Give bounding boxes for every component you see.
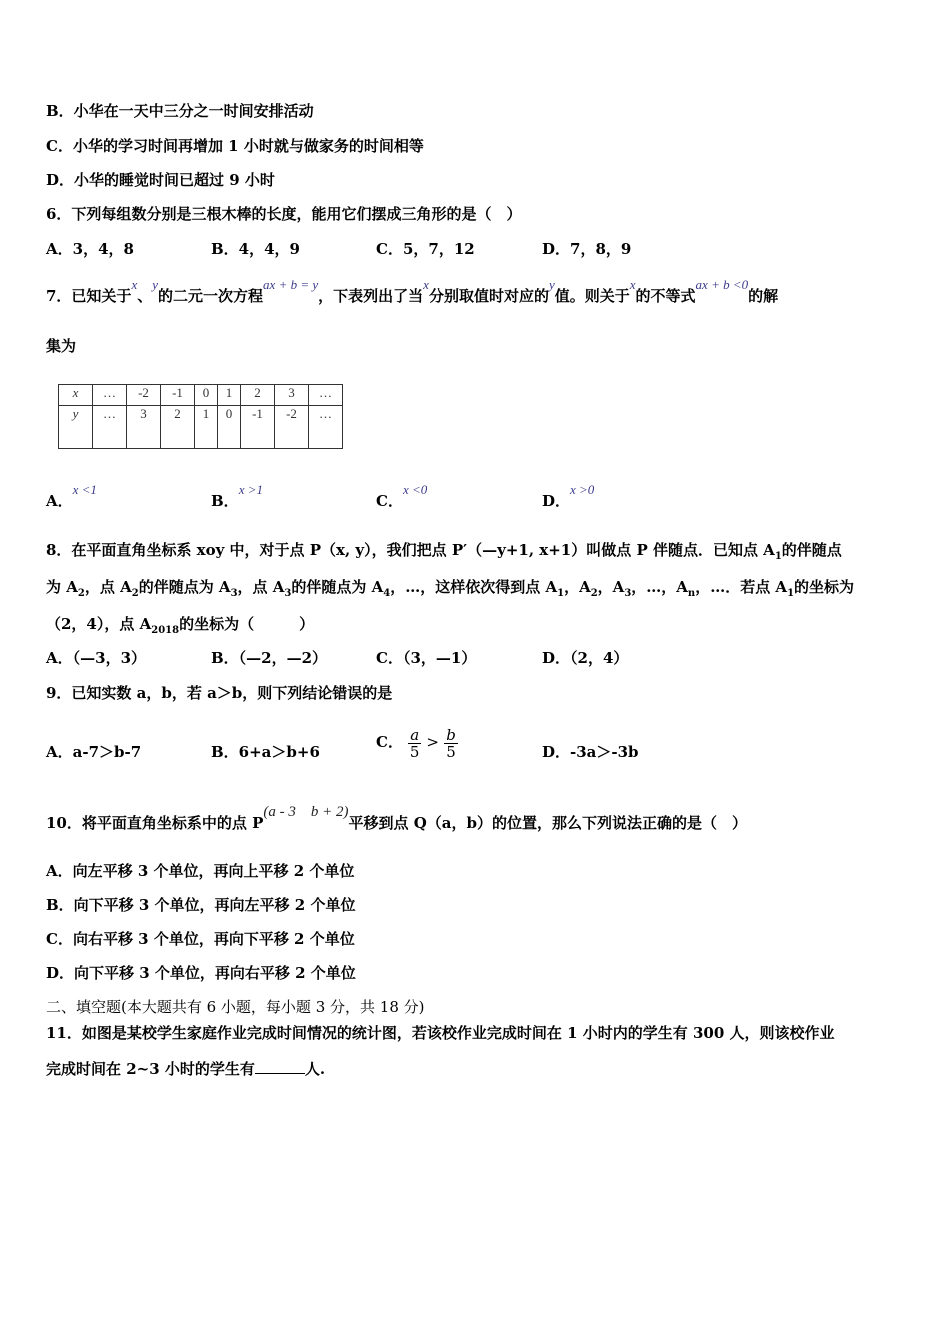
q9-option-c [376,720,458,764]
table-cell: … [309,406,343,449]
subscript: 2 [131,588,139,599]
q8-text: 的坐标为 [794,578,855,596]
table-cell: … [93,406,127,449]
q7-text-4: ，下表列出了当 [318,287,424,305]
answer-blank[interactable] [255,1059,305,1074]
fraction [444,727,458,760]
table-row-x [59,385,343,406]
option-label: C． [376,492,403,510]
q11-text: 人. [304,1060,326,1078]
q8-option-d: D．（2，4） [542,649,629,667]
q7-option-c-math: x <0 [402,482,428,497]
subscript: 3 [624,588,632,599]
table-cell: 3 [275,385,309,406]
q7-math-equation: ax + b = y [263,277,319,292]
q8-text: ，点 A [84,578,132,596]
q8-text: 8．在平面直角坐标系 xoy 中，对于点 P（x, y），我们把点 P′（—y+1, x+1）叫做点 P 伴随点．已知点 A [46,541,775,559]
table-cell: y [59,406,93,449]
q7-option-a-math: x <1 [72,482,97,497]
table-cell: 1 [218,385,241,406]
q7-stem [46,277,779,307]
q7-text-2: 、 [137,287,153,305]
q10-option-d: D．向下平移 3 个单位，再向右平移 2 个单位 [46,964,356,982]
subscript: 1 [774,551,782,562]
table-cell: -1 [161,385,195,406]
q7-option-d-math: x >0 [570,482,595,497]
relation-symbol: > [426,733,439,751]
subscript: 3 [230,588,238,599]
q10-option-a: A．向左平移 3 个单位，再向上平移 2 个单位 [46,862,355,880]
q7-option-b-math: x >1 [238,482,263,497]
option-label: B． [211,492,239,510]
q7-option-b [211,482,263,512]
q8-option-c: C．（3，—1） [376,649,477,667]
q8-option-a: A．（—3，3） [46,649,147,667]
table-cell: … [309,385,343,406]
q7-math-y: y [152,277,159,292]
numerator: b [446,725,456,744]
q6-option-d: D．7，8，9 [542,240,632,258]
q10-math-point: (a - 3 b + 2) [263,804,349,820]
q9-option-b: B．6+a＞b+6 [211,743,320,761]
q8-text: 为 A [46,578,78,596]
q11-stem-line-2 [46,1059,325,1079]
q8-text: ，点 A [237,578,285,596]
q7-math-y2: y [548,277,555,292]
q9-option-d: D．-3a＞-3b [542,743,639,761]
section-heading: 二、填空题(本大题共有 6 小题，每小题 3 分，共 18 分) [46,998,425,1016]
q7-text-5: 分别取值时对应的 [428,287,549,305]
q7-math-x3: x [629,277,636,292]
subscript: n [687,588,696,599]
subscript: 4 [383,588,391,599]
table-cell: 0 [195,385,218,406]
subscript: 3 [284,588,292,599]
subscript: 1 [787,588,795,599]
q10-option-c: C．向右平移 3 个单位，再向下平移 2 个单位 [46,930,355,948]
q7-option-d [542,482,595,512]
q8-text: 的伴随点 [781,541,842,559]
table-cell: -2 [127,385,161,406]
table-cell: x [59,385,93,406]
table-cell: 0 [218,406,241,449]
table-cell: … [93,385,127,406]
q8-text: 的伴随点为 A [138,578,231,596]
q8-text: ，A [564,578,591,596]
q7-stem-cont: 集为 [46,337,77,355]
subscript: 2018 [151,625,180,636]
table-cell: 2 [241,385,275,406]
q7-math-inequality: ax + b <0 [695,277,749,292]
q6-option-a: A．3，4，8 [46,240,134,258]
q8-text: 的坐标为（ ） [179,615,315,633]
q8-text: （2，4），点 A [46,615,152,633]
q10-stem [46,804,747,834]
subscript: 1 [557,588,565,599]
q5-option-b: B．小华在一天中三分之一时间安排活动 [46,102,314,120]
q5-option-d: D．小华的睡觉时间已超过 9 小时 [46,171,275,189]
q7-math-x2: x [423,277,429,292]
q10-text: 平移到点 Q（a，b）的位置，那么下列说法正确的是（ ） [348,814,747,832]
subscript: 2 [77,588,85,599]
q7-math-x: x [131,277,138,292]
q7-option-a [46,482,97,512]
q6-stem: 6．下列每组数分别是三根木棒的长度，能用它们摆成三角形的是（ ） [46,205,522,223]
q8-text: 的伴随点为 A [291,578,384,596]
q8-text: ，A [597,578,625,596]
fraction [408,727,421,760]
table-cell: 2 [161,406,195,449]
table-cell: -2 [275,406,309,449]
table-cell: 1 [195,406,218,449]
q7-text-1: 7．已知关于 [46,287,132,305]
q7-text-6: 值。则关于 [554,287,630,305]
option-label: C． [376,733,403,751]
q7-text-8: 的解 [748,287,779,305]
q7-text-7: 的不等式 [635,287,696,305]
q8-text: ，…．若点 A [695,578,788,596]
q9-option-a: A．a-7＞b-7 [46,743,142,761]
subscript: 2 [590,588,598,599]
q10-text: 10．将平面直角坐标系中的点 P [46,814,264,832]
q7-option-c [376,482,428,512]
q5-option-c: C．小华的学习时间再增加 1 小时就与做家务的时间相等 [46,137,424,155]
denominator: 5 [409,742,420,761]
q8-stem-line-1 [46,540,842,567]
numerator: a [410,725,420,744]
q10-option-b: B．向下平移 3 个单位，再向左平移 2 个单位 [46,896,356,914]
q7-text-3: 的二元一次方程 [158,287,264,305]
q11-text: 完成时间在 2~3 小时的学生有 [46,1060,255,1078]
option-label: D． [542,492,571,510]
option-label: A． [46,492,73,510]
denominator: 5 [446,742,456,761]
q8-text: ，…，A [631,578,688,596]
q9-stem: 9．已知实数 a，b，若 a＞b，则下列结论错误的是 [46,684,393,702]
q8-option-b: B．（—2，—2） [211,649,328,667]
q6-option-b: B．4，4，9 [211,240,300,258]
q8-stem-line-3 [46,614,314,641]
q6-option-c: C．5，7，12 [376,240,475,258]
table-cell: 3 [127,406,161,449]
xy-value-table [58,384,343,449]
table-row-y [59,406,343,449]
q8-stem-line-2 [46,577,854,604]
table-cell: -1 [241,406,275,449]
q8-text: ，…，这样依次得到点 A [390,578,558,596]
q11-stem-line-1: 11．如图是某校学生家庭作业完成时间情况的统计图，若该校作业完成时间在 1 小时内的学生有 300 人，则该校作业 [46,1024,835,1042]
